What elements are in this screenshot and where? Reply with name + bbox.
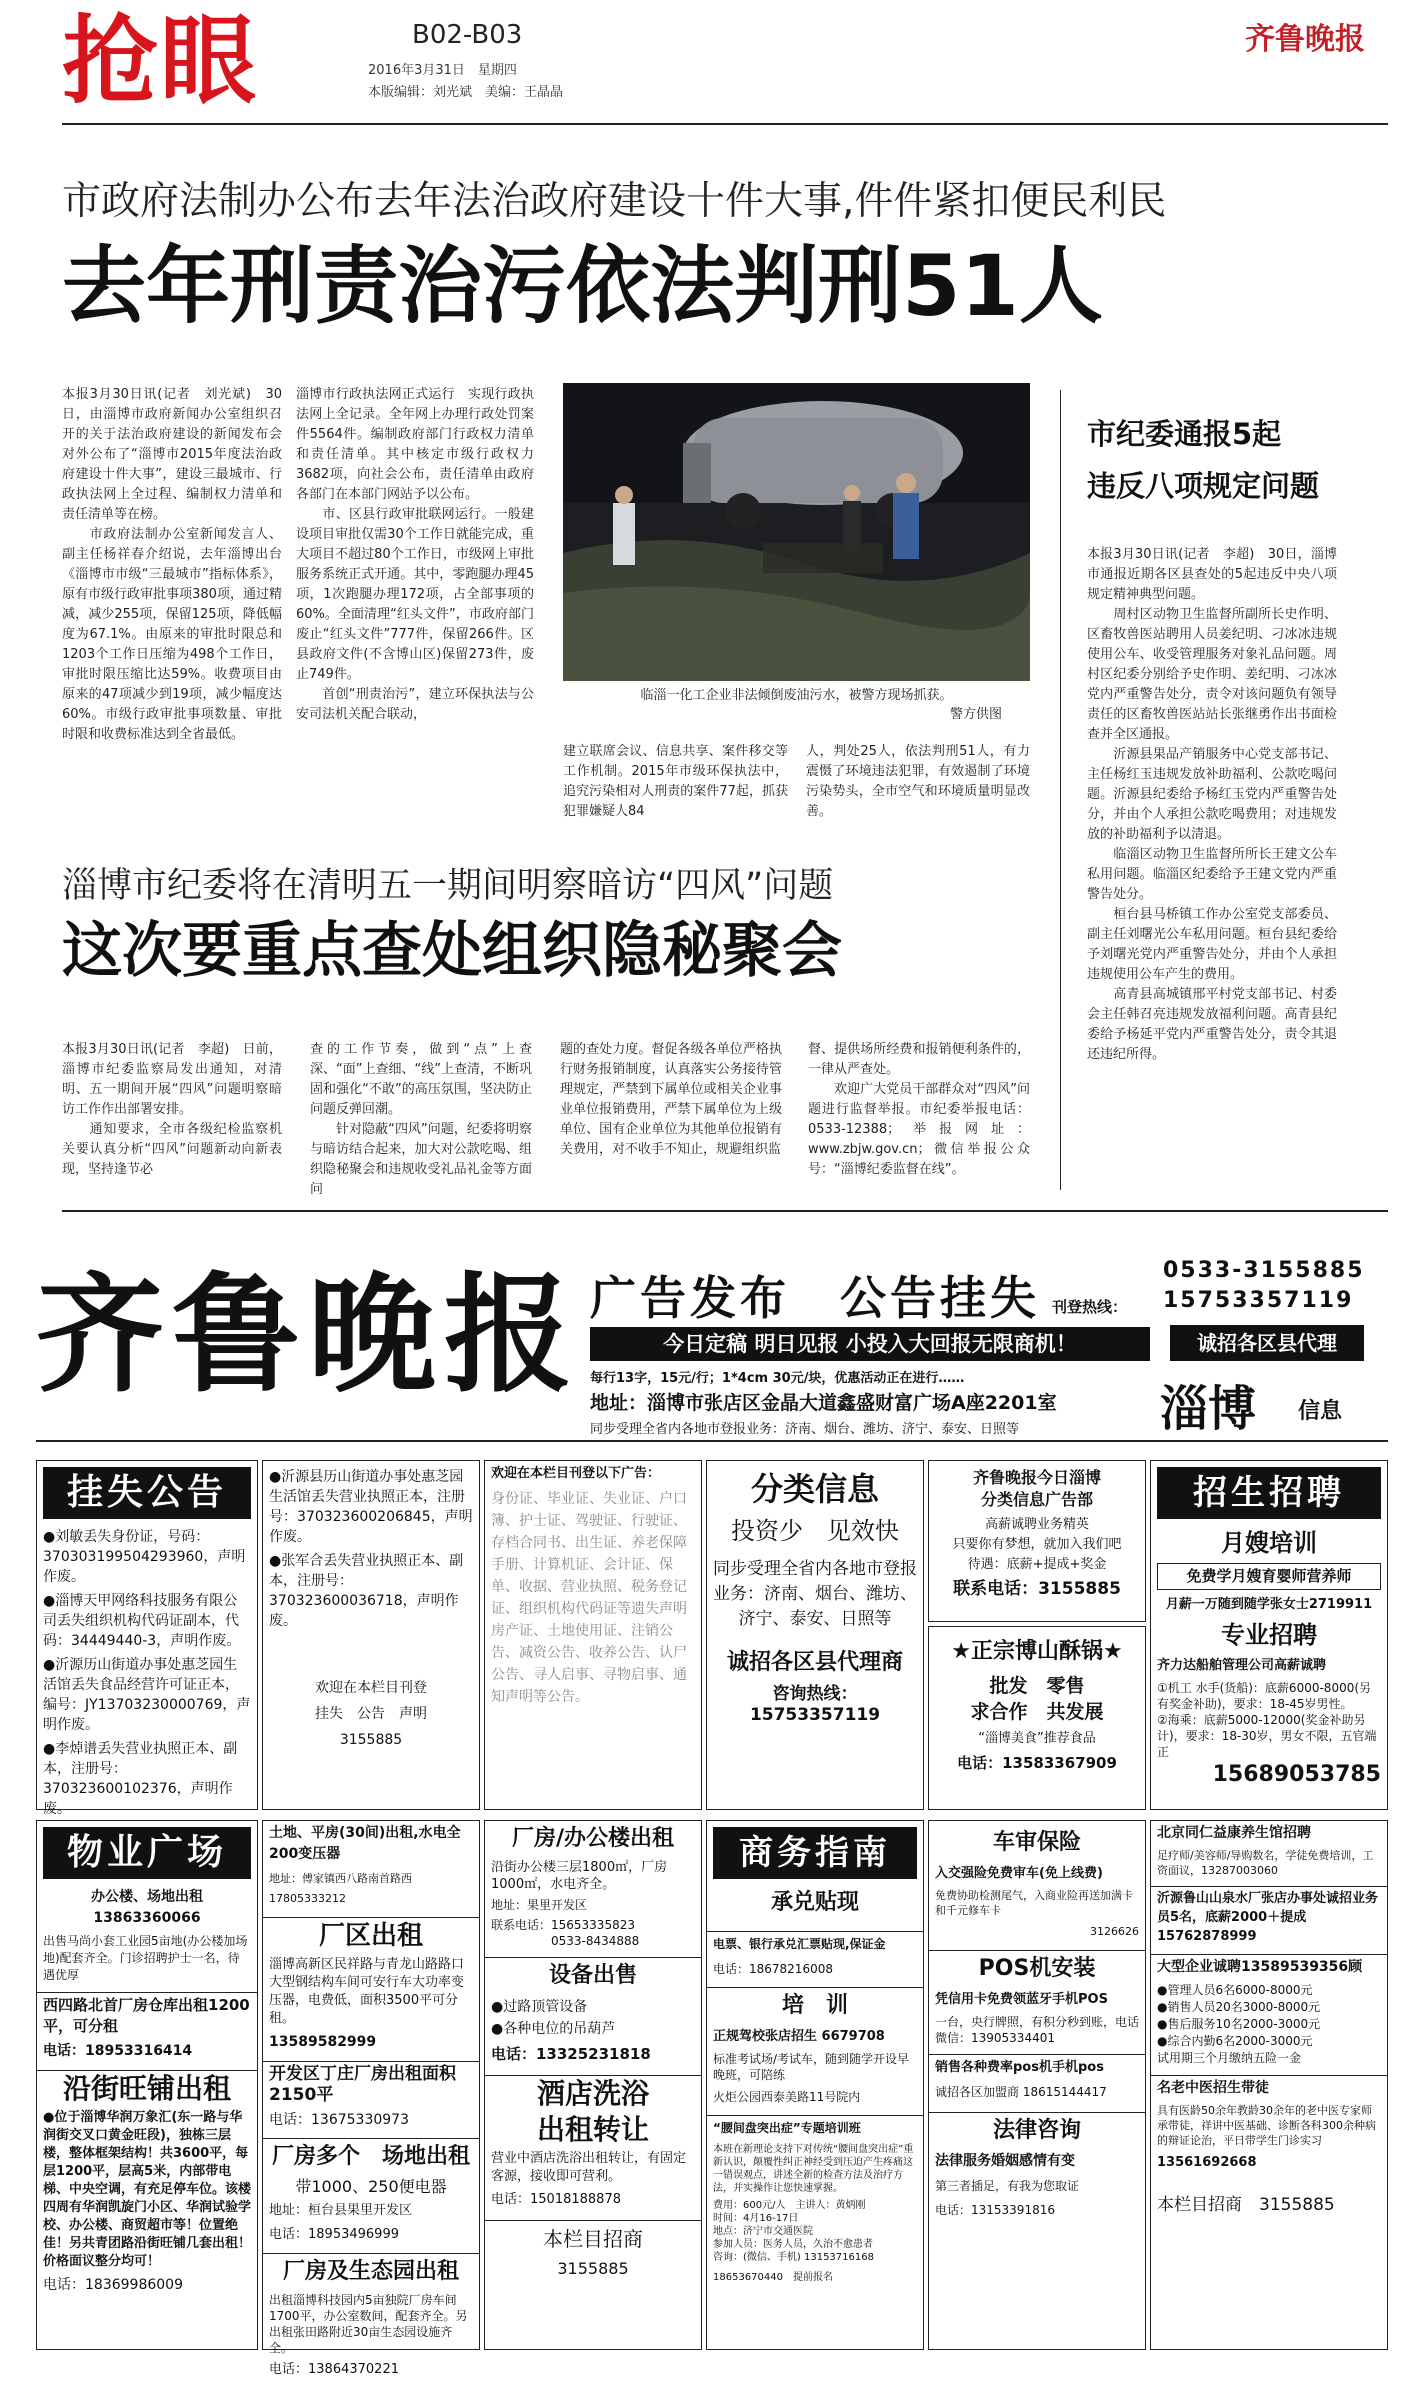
big-title: 大型企业诚聘13589539356顾	[1151, 1954, 1387, 1980]
jobs2-box	[1150, 1820, 1388, 2350]
office-phone: 联系电话：15653335823 0533-8434888	[491, 1918, 640, 1948]
story1-caption	[563, 686, 1030, 724]
yuesao-line1: 免费学月嫂育婴师营养师	[1157, 1563, 1381, 1590]
ad-recruit-badge: 诚招各区县代理	[1170, 1325, 1364, 1361]
classified-phone: 咨询热线：15753357119	[749, 1684, 881, 1725]
col-recruit-phone: 3155885	[557, 2259, 629, 2278]
today-phone: 联系电话：3155885	[953, 1579, 1121, 1599]
land-title: 土地、平房(30间)出租,水电全200变压器	[269, 1825, 461, 1862]
legal-phone: 电话：13153391816	[935, 2203, 1055, 2217]
pastry-body: 批发 零售 求合作 共发展	[970, 1675, 1104, 1723]
property-item1b: 出售马尚小套工业园5亩地(办公楼加场地)配套齐全。门诊招聘护士一名，待遇优厚	[43, 1934, 248, 1982]
train-body: 正规驾校张店招生 6679708	[713, 2029, 885, 2044]
biz-box	[706, 1820, 924, 2350]
dev-title: 开发区丁庄厂房出租面积2150平	[263, 2061, 479, 2108]
hotline-label: 刊登热线：	[1052, 1298, 1128, 1316]
today-title: 齐鲁晚报今日淄博 分类信息广告部	[972, 1468, 1101, 1509]
lost-notice-title: 挂失公告	[43, 1467, 251, 1519]
train-body2: 标准考试场/考试车，随到随学开设早晚班，可陪练	[713, 2052, 910, 2082]
tcm-body: 具有医龄50余年教龄30余年的老中医专家师承带徒，祥讲中医基础、诊断各科300余种病的辩证论治，平日带学生门诊实习	[1157, 2104, 1376, 2147]
masthead-rule	[62, 123, 1388, 125]
ad-line2: 每行13字，15元/行；1*4cm 30元/块，优惠活动正在进行……	[590, 1371, 965, 1386]
pos-phone: 诚招各区加盟商 18615144417	[935, 2085, 1107, 2099]
big-body: ●管理人员6名6000-8000元 ●销售人员20名3000-8000元 ●售后服务10名2000-3000元 ●综合内勤6名2000-3000元 试用期三个月缴纳五险一金	[1157, 1983, 1321, 2065]
job-company: 齐力达船舶管理公司高薪诚聘	[1157, 1658, 1327, 1673]
page-number: B02-B03	[412, 20, 523, 50]
neck-title: “腰间盘突出症”专题培训班	[707, 2115, 923, 2141]
factory-phone: 13589582999	[269, 2034, 377, 2050]
pos-item2: 销售各种费率pos机手机pos	[929, 2054, 1145, 2080]
office-box	[484, 1820, 702, 2350]
lost-item: ●张军合丢失营业执照正本、副本，注册号：370323600036718，声明作废。	[269, 1553, 464, 1629]
edition-date: 2016年3月31日 星期四	[368, 63, 517, 78]
bottom-recruit-label: 本栏目招商	[1157, 2195, 1242, 2215]
property-item2b: 电话：18953316414	[43, 2043, 193, 2059]
side-title-2: 违反八项规定问题	[1087, 469, 1320, 503]
car-box	[928, 1820, 1146, 2350]
biz-title: 商务指南	[713, 1827, 917, 1879]
job-body: ①机工 水手(货船)：底薪6000-8000(另有奖金补助)，要求：18-45岁男性。 ②海乘：底薪5000-12000(奖金补助另计)，要求：18-30岁，男女不限，五官端正	[1157, 1681, 1377, 1759]
pos-title: POS机安装	[929, 1950, 1145, 1987]
story2-col4: 督、提供场所经费和报销便利条件的，一律从严查处。 欢迎广大党员干部群众对“四风”问题进行监督举报。市纪委举报电话：0533-12388；举报网址：www.zbjw.gov.cn；微信举报公众号：“淄博纪委监督在线”。	[808, 1042, 1030, 1177]
section-title: 抢眼	[62, 5, 258, 117]
property-title: 物业广场	[43, 1827, 251, 1879]
ad-address: 地址：淄博市张店区金晶大道鑫盛财富广场A座2201室	[590, 1392, 1057, 1414]
land-addr: 地址：傅家镇西八路南首路西17805333212	[269, 1872, 412, 1905]
car-body: 免费协助检测尾气，入商业险再送加满卡和千元修车卡	[935, 1889, 1133, 1917]
neck-phone: 18653670440 提前报名	[713, 2272, 833, 2283]
pastry-note: “淄博美食”推荐食品	[978, 1731, 1096, 1746]
classified-body: 同步受理全省内各地市登报业务：济南、烟台、潍坊、济宁、泰安、日照等	[713, 1559, 917, 1629]
neck-fee: 费用：600元/人 主讲人：黄炳刚 时间：4月16-17日 地点：济宁市交通医院 参加人员：医务人员，久治不愈患者 咨询：(微信、手机) 13153716168	[713, 2200, 874, 2263]
lost-item: ●沂源历山街道办事处惠芝园生活馆丢失食品经营许可证正本，编号：JY13703230000769，声明作废。	[43, 1657, 251, 1733]
pos-body: 一台，央行牌照，有积分秒到账，电话微信：13905334401	[935, 2015, 1140, 2045]
ad-info: 信息	[1298, 1399, 1343, 1424]
story1-headline: 去年刑责治污依法判刑51人	[62, 237, 1103, 335]
car-title: 车审保险	[992, 1830, 1081, 1855]
services-box	[484, 1460, 702, 1810]
yuesao-line2: 月薪一万随到随学张女士2719911	[1165, 1597, 1373, 1612]
ad-slogan: 广告发布 公告挂失	[590, 1271, 1040, 1325]
lost-item: ●淄博天甲网络科技服务有限公司丢失组织机构代码证副本，代码：34449440-3，声明作废。	[43, 1593, 241, 1649]
lost-notice-box-2	[262, 1460, 480, 1810]
job-phone: 15689053785	[1212, 1762, 1381, 1787]
story1-col4: 人，判处25人，依法判刑51人，有力震慑了环境违法犯罪，有效遏制了环境污染势头，全市空气和环境质量明显改善。	[806, 744, 1030, 819]
services-head: 欢迎在本栏目刊登以下广告：	[491, 1466, 661, 1481]
tanker-scene-image	[563, 383, 1030, 681]
ad-phone1: 0533-3155885	[1163, 1258, 1365, 1283]
story2-col3: 题的查处力度。督促各级各单位严格执行财务报销制度，认真落实公务接待管理规定，严禁到下属单位或相关企业事业单位报销费用，严禁下属单位为上级单位、国有企业单位为其他单位报销有关费用，对不收手不知止，规避组织监	[560, 1042, 782, 1157]
dev2-addr: 地址：桓台县果里开发区	[269, 2203, 413, 2218]
story1-subhead: 市政府法制办公布去年法治政府建设十件大事,件件紧扣便民利民	[62, 179, 1167, 224]
property-item2: 西四路北首厂房仓库出租1200平，可分租	[37, 1992, 257, 2039]
edition-editors: 本版编辑：刘光斌 美编：王晶晶	[368, 85, 564, 100]
story2-col2: 查的工作节奏，做到“点”上查深、“面”上查细、“线”上查清，不断巩固和强化“不敢”的高压氛围，坚决防止问题反弹回潮。 针对隐蔽“四风”问题，纪委将明察与暗访结合起来，加大对公款吃喝、组织隐秘聚会和违规收受礼品礼金等方面问	[310, 1042, 532, 1197]
story1-photo	[563, 383, 1030, 681]
lost-item: ●沂源县历山街道办事处惠芝园生活馆丢失营业执照正本，注册号：370323600206845，声明作废。	[269, 1469, 473, 1545]
bath-phone: 电话：15018188878	[491, 2192, 621, 2207]
land-box	[262, 1820, 480, 2377]
story1-col2: 淄博市行政执法网正式运行 实现行政执法网上全记录。全年网上办理行政处罚案件5564件。编制政府部门行政权力清单和责任清单。其中核定市级行政权力3682项，向社会公布，责任清单由政府各部门在本部门网站予以公布。 市、区县行政审批联网运行。一般建设项目审批仅需30个工作日就能完成，重大项目不超过80个工作日，市级网上审批服务系统正式开通。其中，零跑腿办理45项，1次跑腿办理172项，占全部事项的60%。全面清理“红头文件”，市政府部门废止“红头文件”777件，保留266件。区县政府文件(不含博山区)保留273件，废止749件。 首创“刑责治污”，建立环保执法与公安司法机关配合联动，	[296, 387, 534, 722]
eco-title: 厂房及生态园出租	[263, 2253, 479, 2290]
car-item: 入交强险免费审车(免上线费)	[935, 1866, 1103, 1881]
neck-body: 本班在新理论支持下对传统“腰间盘突出症”重新认识，颠覆性纠正神经受到压迫产生疼痛这一错误观点，讲述全新的检查方法及治疗方法，并实操作让您快速掌握。	[713, 2144, 914, 2194]
factory-title: 厂区出租	[263, 1917, 479, 1954]
story2-col1: 本报3月30日讯(记者 李超) 日前，淄博市纪委监察局发出通知，对清明、五一期间开展“四风”问题明察暗访工作作出部署安排。 通知要求，全市各级纪检监察机关要认真分析“四风”问题新动向新表现，坚持逢节必	[62, 1042, 282, 1177]
tcm-phone: 13561692668	[1157, 2155, 1257, 2170]
pastry-box	[928, 1626, 1146, 1810]
pastry-phone: 电话：13583367909	[957, 1754, 1117, 1772]
bath-title: 酒店洗浴 出租转让	[485, 2075, 701, 2148]
ad-section-rule	[62, 1210, 1388, 1212]
ad-line1: 今日定稿 明日见报 小投入大回报无限商机！	[590, 1327, 1150, 1361]
paper-logo: 齐鲁晚报	[1245, 22, 1365, 57]
factory-body: 淄博高新区民祥路与青龙山路路口大型钢结构车间可安行车大功率变压器，电费低，面积3500平可分租。	[269, 1957, 465, 2026]
eco-body: 出租淄博科技园内5亩独院厂房车间1700平，办公室数间，配套齐全。另出租张田路附近30亩生态园设施齐全。	[269, 2293, 468, 2355]
train-addr: 火炬公园西泰美路11号院内	[713, 2090, 861, 2104]
bj-title: 北京同仁益康养生馆招聘	[1157, 1825, 1311, 1841]
property-item1: 办公楼、场地出租13863360066	[91, 1889, 203, 1926]
equip-phone: 电话：13325231818	[491, 2045, 651, 2063]
office-body: 沿街办公楼三层1800㎡，厂房1000㎡，水电齐全。	[491, 1860, 668, 1892]
recruit-box	[1150, 1460, 1388, 1810]
street-body: ●位于淄博华润万象汇(东一路与华润街交叉口黄金旺段)，独栋三层楼，整体框架结构！共3600平，每层1200平，层高5米，内部带电梯、中央空调，有充足停车位。该楼四周有华润凯旋门小区、华润试验学校、办公楼、商贸超市等！位置绝佳！另共青团路沿街旺铺几套出租！价格面议整分均可！	[43, 2110, 252, 2269]
equip-body: ●过路顶管设备 ●各种电位的吊葫芦	[491, 1999, 616, 2037]
equip-title: 设备出售	[485, 1957, 701, 1994]
legal-body2: 第三者插足，有我为您取证	[935, 2179, 1080, 2193]
train-title: 培 训	[707, 1987, 923, 2024]
classified-recruit: 诚招各区县代理商	[726, 1650, 903, 1675]
today-body: 高薪诚聘业务精英 只要你有梦想，就加入我们吧 待遇：底薪+提成+奖金	[952, 1517, 1122, 1572]
dev2-phone: 电话：18953496999	[269, 2227, 399, 2242]
bj-body: 足疗师/美容师/导购数名，学徒免费培训，工资面议，13287003060	[1157, 1849, 1374, 1877]
bottom-recruit-phone: 3155885	[1259, 2195, 1335, 2215]
exchange-body: 电票、银行承兑汇票贴现,保证金	[707, 1931, 923, 1957]
street-title: 沿街旺铺出租	[37, 2070, 257, 2107]
bath-body: 营业中酒店洗浴出租转让，有固定客源，接收即可营利。	[491, 2151, 687, 2184]
exchange-phone: 电话：18678216008	[713, 1962, 833, 1976]
classified-sub: 投资少 见效快	[731, 1517, 899, 1545]
yuesao-title: 月嫂培训	[1221, 1529, 1317, 1557]
legal-body: 法律服务婚姻感情有变	[935, 2153, 1075, 2169]
office-addr: 地址：果里开发区	[491, 1898, 588, 1912]
story2-headline: 这次要重点查处组织隐秘聚会	[62, 916, 842, 986]
property-box	[36, 1820, 258, 2350]
story2-subhead: 淄博市纪委将在清明五一期间明察暗访“四风”问题	[62, 866, 834, 906]
street-phone: 电话：18369986009	[43, 2277, 183, 2293]
lost-notice-box	[36, 1460, 258, 1817]
job-title: 专业招聘	[1221, 1621, 1317, 1649]
dev2-title: 厂房多个 场地出租	[263, 2138, 479, 2175]
column-divider	[1060, 390, 1061, 1190]
ad-phone2: 15753357119	[1163, 1288, 1354, 1313]
recruit-title: 招生招聘	[1157, 1467, 1381, 1519]
edition-meta	[368, 60, 563, 104]
today-box	[928, 1460, 1146, 1622]
lost-welcome: 欢迎在本栏目刊登 挂失 公告 声明 3155885	[315, 1680, 427, 1748]
col-recruit: 本栏目招商	[485, 2220, 701, 2257]
exchange-title: 承兑贴现	[770, 1890, 859, 1915]
story1-col3: 建立联席会议、信息共享、案件移交等工作机制。2015年市级环保执法中，追究污染相对人刑责的案件77起，抓获犯罪嫌疑人84	[563, 744, 788, 819]
pos-item: 凭信用卡免费领蓝牙手机POS	[935, 1992, 1108, 2007]
legal-title: 法律咨询	[929, 2112, 1145, 2149]
classified-box	[706, 1460, 924, 1810]
car-phone: 3126626	[1090, 1925, 1139, 1938]
pastry-title: ★正宗博山酥锅★	[951, 1639, 1123, 1664]
eco-phone: 电话：13864370221	[269, 2362, 399, 2377]
side-body: 本报3月30日讯(记者 李超) 30日，淄博市通报近期各区县查处的5起违反中央八项规定精神典型问题。 周村区动物卫生监督所副所长史作明、区畜牧兽医站聘用人员姜纪明、刁冰冰违规使用公车、收受管理服务对象礼品问题。周村区纪委分别给予史作明、姜纪明、刁冰冰党内严重警告处分，责令对该问题负有领导责任的区畜牧兽医站站长张继勇作出书面检查并全区通报。 沂源县果品产销服务中心党支部书记、主任杨红玉违规发放补助福利、公款吃喝问题。沂源县纪委给予杨红玉党内严重警告处分，并由个人承担公款吃喝费用；对违规发放的补助福利予以清退。 临淄区动物卫生监督所所长王建文公车私用问题。临淄区纪委给予王建文党内严重警告处分。 桓台县马桥镇工作办公室党支部委员、副主任刘曙光公车私用问题。桓台县纪委给予刘曙光党内严重警告处分，并由个人承担违规使用公车产生的费用。 高青县高城镇邢平村党支部书记、村委会主任韩召亮违规发放福利问题。高青县纪委给予杨延平党内严重警告处分，责令其退还违纪所得。	[1087, 547, 1337, 1062]
lost-item: ●刘敏丢失身份证，号码：370303199504293960，声明作废。	[43, 1529, 246, 1585]
side-title-1: 市纪委通报5起	[1087, 417, 1282, 451]
ad-line3: 同步受理全省内各地市登报业务：济南、烟台、潍坊、济宁、泰安、日照等	[590, 1422, 1020, 1437]
bottom-recruit	[1151, 2193, 1387, 2217]
ad-city: 淄博	[1160, 1381, 1257, 1437]
dev2-body: 带1000、250便电器	[295, 2177, 447, 2196]
caption-credit: 警方供图	[949, 707, 1002, 722]
services-list: 身份证、毕业证、失业证、户口簿、护士证、驾驶证、行驶证、存档合同书、出生证、养老保障手册、计算机证、会计证、保单、收据、营业执照、税务登记证、组织机构代码证等遗失声明 房产证、土地使用证、注销公告、减资公告、收养公告、认尸公告、寻人启事、寻物启事、通知声明等公告。	[491, 1491, 687, 1705]
lost-item: ●李焯谱丢失营业执照正本、副本，注册号：370323600102376，声明作废。	[43, 1741, 238, 1817]
dev-phone: 电话：13675330973	[269, 2112, 409, 2128]
caption-text: 临淄一化工企业非法倾倒废油污水，被警方现场抓获。	[640, 688, 953, 703]
ad-paper-logo: 齐鲁晚报	[36, 1260, 581, 1410]
classified-title: 分类信息	[750, 1470, 879, 1508]
story1-col1: 本报3月30日讯(记者 刘光斌) 30日，由淄博市政府新闻办公室组织召开的关于法治政府建设的新闻发布会对外公布了“淄博市2015年度法治政府建设十件大事”，建设三最城市、行政执法网上全过程、编制权力清单和责任清单等在榜。 市政府法制办公室新闻发言人、副主任杨祥春介绍说，去年淄博出台《淄博市市级“三最城市”指标体系》，原有市级行政审批事项380项，通过精减，减少255项，保留125项，降低幅度为67.1%。由原来的审批时限总和1203个工作日压缩为498个工作日，审批时限压缩比达59%。收费项目由原来的47项减少到19项，减少幅度达60%。市级行政审批事项数量、审批时限和收费标准达到全省最低。	[62, 387, 282, 742]
office-title: 厂房/办公楼出租	[511, 1826, 675, 1851]
fire-title: 沂源鲁山山泉水厂张店办事处诚招业务员5名，底薪2000＋提成 15762878999	[1151, 1886, 1387, 1948]
ad-header-rule	[36, 1440, 1388, 1442]
tcm-title: 名老中医招生带徒	[1151, 2075, 1387, 2101]
